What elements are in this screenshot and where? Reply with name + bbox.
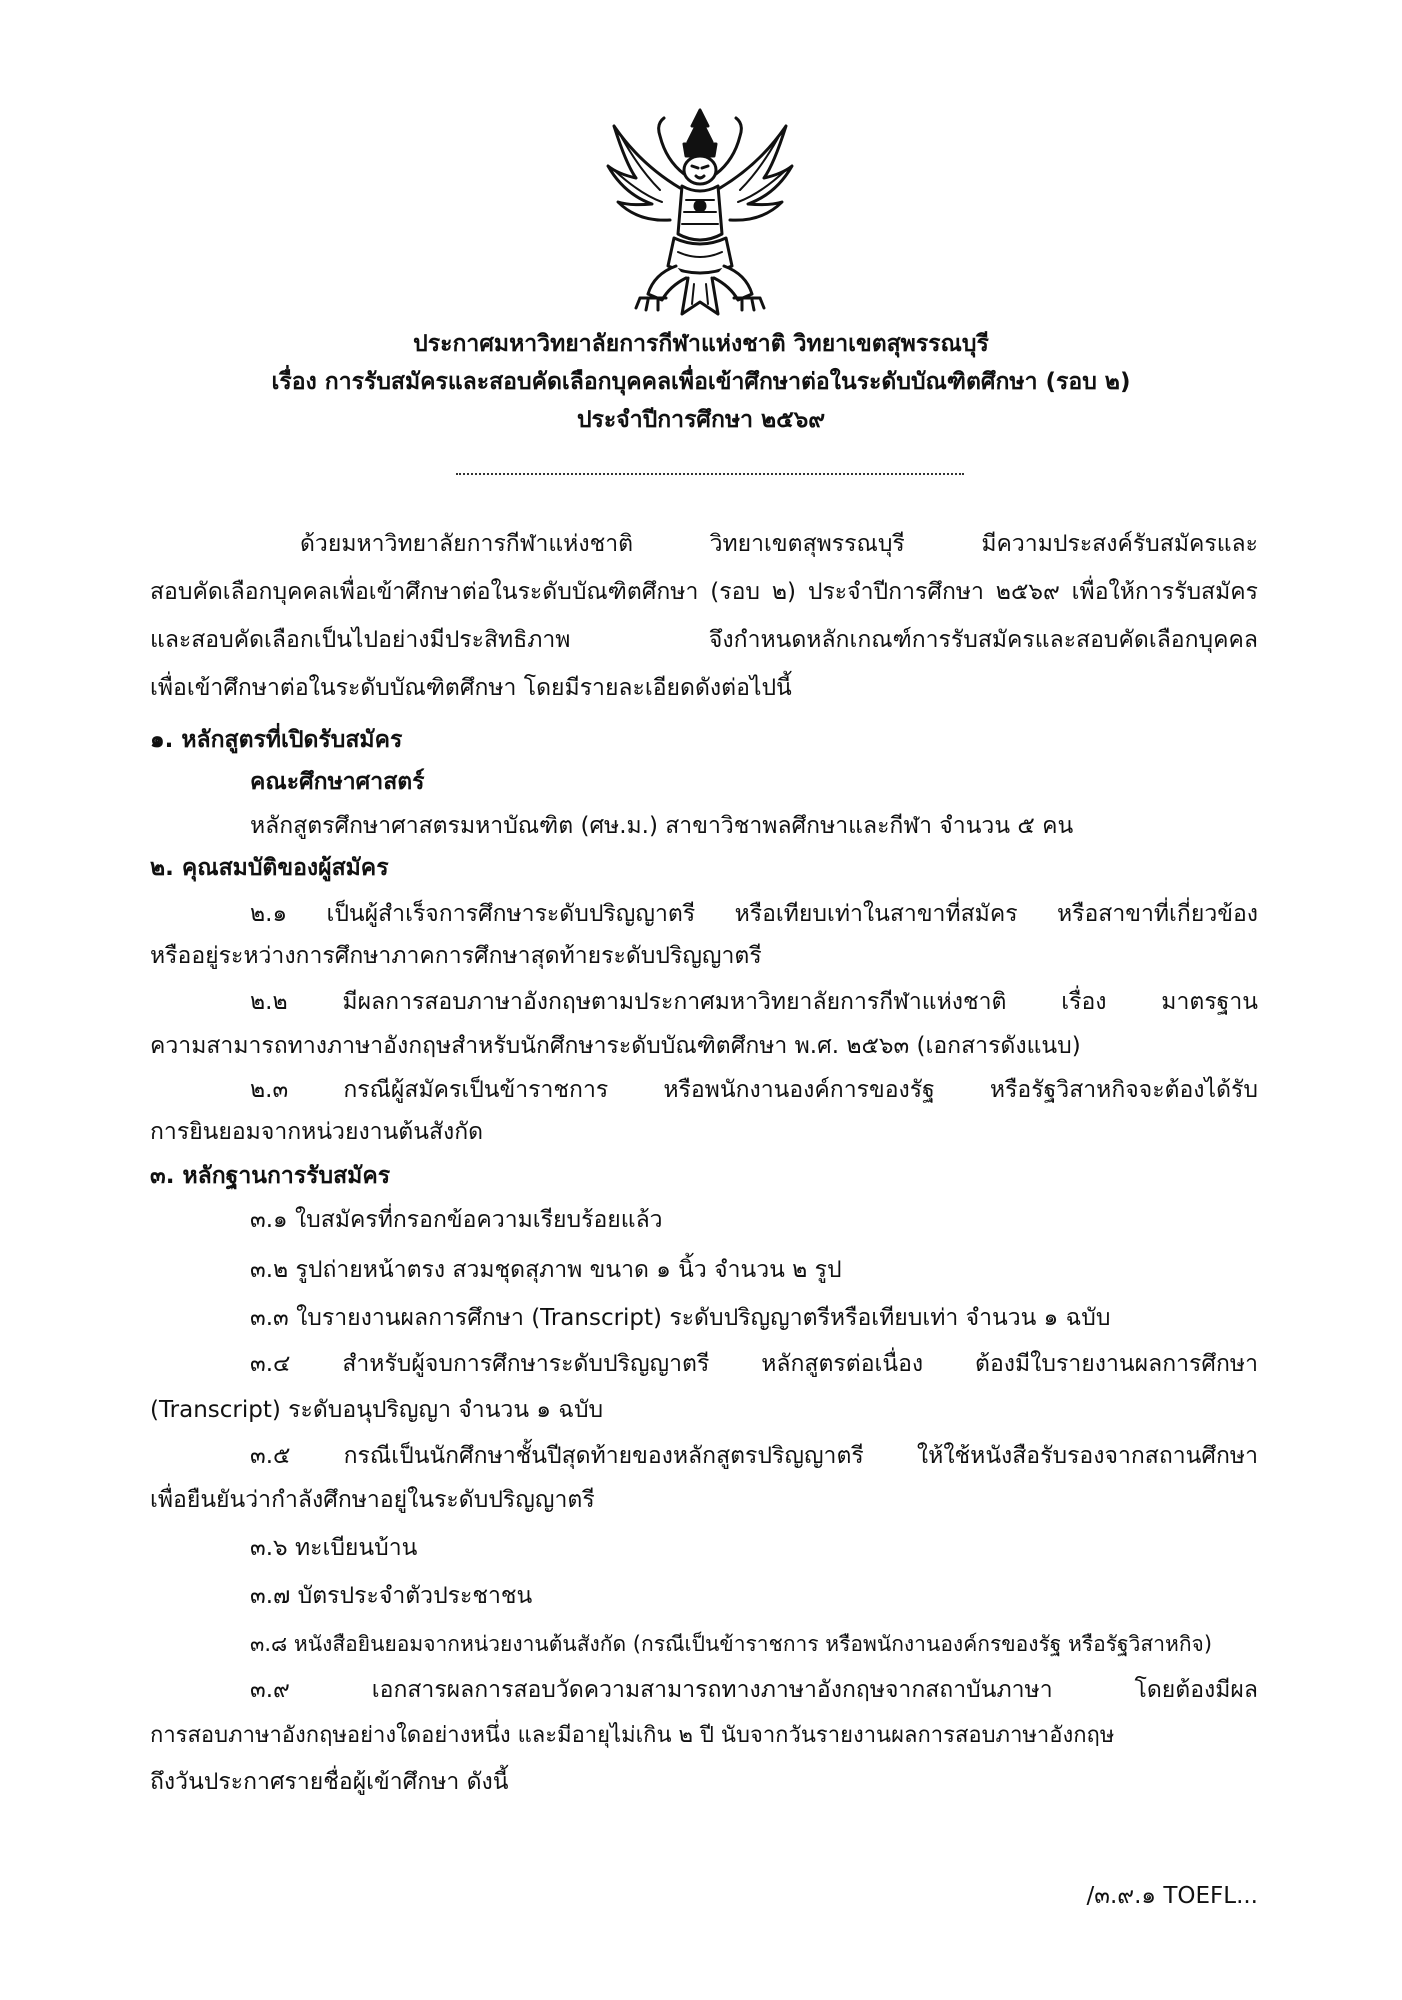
document-item: การสอบภาษาอังกฤษอย่างใดอย่างหนึ่ง และมีอายุไม่เกิน ๒ ปี นับจากวันรายงานผลการสอบภาษาอังกฤษ <box>150 1723 1115 1748</box>
document-item: ๓.๖ ทะเบียนบ้าน <box>250 1535 418 1561</box>
document-item: ๓.๑ ใบสมัครที่กรอกข้อความเรียบร้อยแล้ว <box>250 1207 663 1233</box>
document-item: ๓.๓ ใบรายงานผลการศึกษา (Transcript) ระดับปริญญาตรีหรือเทียบเท่า จำนวน ๑ ฉบับ <box>250 1305 1111 1331</box>
intro-line: ด้วยมหาวิทยาลัยการกีฬาแห่งชาติ วิทยาเขตสุพรรณบุรี มีความประสงค์รับสมัครและ <box>300 531 1258 557</box>
document-item: ๓.๕ กรณีเป็นนักศึกษาชั้นปีสุดท้ายของหลักสูตรปริญญาตรี ให้ใช้หนังสือรับรองจากสถานศึกษา <box>250 1443 1258 1469</box>
document-item: ๓.๔ สำหรับผู้จบการศึกษาระดับปริญญาตรี หลักสูตรต่อเนื่อง ต้องมีใบรายงานผลการศึกษา <box>250 1351 1258 1377</box>
section-1-heading: ๑. หลักสูตรที่เปิดรับสมัคร <box>150 727 403 753</box>
document-item: ๓.๙ เอกสารผลการสอบวัดความสามารถทางภาษาอังกฤษจากสถาบันภาษา โดยต้องมีผล <box>250 1677 1258 1703</box>
document-item: (Transcript) ระดับอนุปริญญา จำนวน ๑ ฉบับ <box>150 1397 604 1423</box>
section-2-heading: ๒. คุณสมบัติของผู้สมัคร <box>150 855 389 881</box>
garuda-emblem-icon <box>600 104 800 326</box>
document-item: เพื่อยืนยันว่ากำลังศึกษาอยู่ในระดับปริญญาตรี <box>150 1487 595 1513</box>
document-item: ๓.๘ หนังสือยินยอมจากหน่วยงานต้นสังกัด (กรณีเป็นข้าราชการ หรือพนักงานองค์กรของรัฐ หรือรัฐวิสาหกิจ) <box>250 1632 1213 1656</box>
faculty-name: คณะศึกษาศาสตร์ <box>250 769 425 795</box>
intro-line: และสอบคัดเลือกเป็นไปอย่างมีประสิทธิภาพ จึงกำหนดหลักเกณฑ์การรับสมัครและสอบคัดเลือกบุคคล <box>150 627 1258 653</box>
qualification-item: ๒.๓ กรณีผู้สมัครเป็นข้าราชการ หรือพนักงานองค์การของรัฐ หรือรัฐวิสาหกิจจะต้องได้รับ <box>250 1077 1258 1103</box>
qualification-item: ความสามารถทางภาษาอังกฤษสำหรับนักศึกษาระดับบัณฑิตศึกษา พ.ศ. ๒๕๖๓ (เอกสารดังแนบ) <box>150 1033 1081 1059</box>
qualification-item: หรืออยู่ระหว่างการศึกษาภาคการศึกษาสุดท้ายระดับปริญญาตรี <box>150 943 762 969</box>
announcement-title: ประกาศมหาวิทยาลัยการกีฬาแห่งชาติ วิทยาเขตสุพรรณบุรี <box>413 331 989 357</box>
announcement-subject: เรื่อง การรับสมัครและสอบคัดเลือกบุคคลเพื่อเข้าศึกษาต่อในระดับบัณฑิตศึกษา (รอบ ๒) <box>271 369 1131 395</box>
intro-line: เพื่อเข้าศึกษาต่อในระดับบัณฑิตศึกษา โดยมีรายละเอียดดังต่อไปนี้ <box>150 675 792 701</box>
document-item: ๓.๒ รูปถ่ายหน้าตรง สวมชุดสุภาพ ขนาด ๑ นิ้ว จำนวน ๒ รูป <box>250 1257 842 1283</box>
document-item: ถึงวันประกาศรายชื่อผู้เข้าศึกษา ดังนี้ <box>150 1769 509 1795</box>
qualification-item: ๒.๒ มีผลการสอบภาษาอังกฤษตามประกาศมหาวิทยาลัยการกีฬาแห่งชาติ เรื่อง มาตรฐาน <box>250 989 1258 1015</box>
qualification-item: การยินยอมจากหน่วยงานต้นสังกัด <box>150 1119 484 1145</box>
program-line: หลักสูตรศึกษาศาสตรมหาบัณฑิต (ศษ.ม.) สาขาวิชาพลศึกษาและกีฬา จำนวน ๕ คน <box>250 813 1074 839</box>
continuation-marker: /๓.๙.๑ TOEFL... <box>1086 1883 1258 1909</box>
academic-year: ประจำปีการศึกษา ๒๕๖๙ <box>576 407 826 433</box>
qualification-item: ๒.๑ เป็นผู้สำเร็จการศึกษาระดับปริญญาตรี หรือเทียบเท่าในสาขาที่สมัคร หรือสาขาที่เกี่ยวข้อง <box>250 901 1258 927</box>
intro-line: สอบคัดเลือกบุคคลเพื่อเข้าศึกษาต่อในระดับบัณฑิตศึกษา (รอบ ๒) ประจำปีการศึกษา ๒๕๖๙ เพื่อให้การรับสมัคร <box>150 579 1258 605</box>
dotted-divider <box>456 473 964 475</box>
document-item: ๓.๗ บัตรประจำตัวประชาชน <box>250 1583 533 1609</box>
section-3-heading: ๓. หลักฐานการรับสมัคร <box>150 1163 391 1189</box>
